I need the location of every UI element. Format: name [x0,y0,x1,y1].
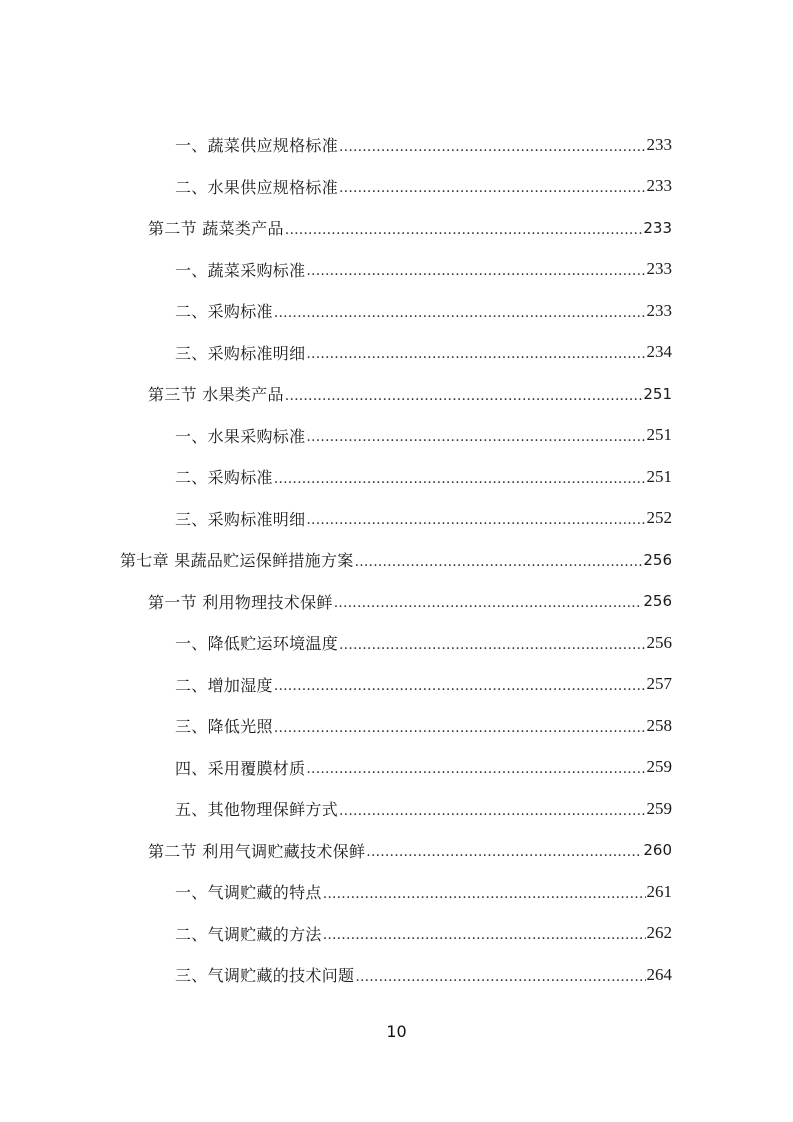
toc-dot-leader [274,305,646,321]
toc-entry-chapter[interactable] [0,539,793,581]
toc-entry-title: 一、降低贮运环境温度 [175,634,339,654]
toc-entry-page: 251 [646,466,672,486]
toc-entry[interactable] [0,456,793,498]
toc-dot-leader [285,388,643,404]
toc-dot-leader [274,720,646,736]
toc-entry[interactable] [0,332,793,374]
toc-dot-leader [274,678,646,694]
toc-dot-leader [306,512,645,528]
toc-dot-leader [366,844,642,860]
toc-entry[interactable] [0,954,793,996]
toc-entry-page: 251 [646,425,672,445]
toc-dot-leader [306,346,645,362]
toc-dot-leader [323,886,646,902]
toc-entry-page: 259 [646,798,672,818]
toc-entry-title: 二、水果供应规格标准 [175,177,339,197]
toc-entry-page: 257 [646,674,672,694]
toc-entry[interactable] [0,124,793,166]
toc-entry[interactable] [0,871,793,913]
toc-entry-title: 三、采购标准明细 [175,343,306,363]
toc-entry-page: 264 [646,964,672,984]
toc-entry-page: 256 [643,550,672,569]
toc-entry-title: 第一节 利用物理技术保鲜 [148,592,333,612]
toc-entry-page: 233 [646,176,672,196]
toc-entry[interactable] [0,622,793,664]
toc-entry-section[interactable] [0,830,793,872]
toc-dot-leader [274,471,646,487]
toc-entry-page: 234 [646,342,672,362]
toc-entry-title: 二、增加湿度 [175,675,273,695]
toc-entry-title: 一、水果采购标准 [175,426,306,446]
toc-entry-page: 256 [643,592,672,611]
toc-entry-page: 258 [646,715,672,735]
toc-entry-page: 251 [643,384,672,403]
toc-entry-page: 256 [646,632,672,652]
toc-dot-leader [285,222,643,238]
toc-entry[interactable] [0,747,793,789]
toc-entry-title: 第三节 水果类产品 [148,385,284,405]
toc-entry[interactable] [0,415,793,457]
toc-entry-page: 262 [646,923,672,943]
toc-entry-title: 五、其他物理保鲜方式 [175,800,339,820]
toc-entry-page: 260 [643,841,672,860]
toc-entry-title: 三、采购标准明细 [175,509,306,529]
toc-entry-title: 三、降低光照 [175,717,273,737]
toc-entry-title: 一、蔬菜供应规格标准 [175,136,339,156]
toc-dot-leader [306,429,645,445]
toc-entry[interactable] [0,705,793,747]
toc-dot-leader [339,180,645,196]
toc-entry-page: 233 [646,259,672,279]
toc-entry-page: 261 [646,881,672,901]
toc-entry[interactable] [0,664,793,706]
toc-dot-leader [355,969,645,985]
page-number: 10 [386,1022,407,1041]
toc-entry[interactable] [0,249,793,291]
toc-dot-leader [355,554,643,570]
toc-entry-title: 二、采购标准 [175,302,273,322]
toc-entry[interactable] [0,290,793,332]
toc-entry-section[interactable] [0,373,793,415]
toc-entry-title: 一、蔬菜采购标准 [175,260,306,280]
toc-entry-page: 233 [643,218,672,237]
toc-entry[interactable] [0,788,793,830]
toc-entry-page: 259 [646,757,672,777]
toc-entry-title: 三、气调贮藏的技术问题 [175,966,355,986]
toc-dot-leader [339,803,645,819]
toc-entry-section[interactable] [0,581,793,623]
toc-entry-page: 252 [646,508,672,528]
toc-entry[interactable] [0,166,793,208]
toc-entry-page: 233 [646,134,672,154]
toc-entry-title: 第二节 利用气调贮藏技术保鲜 [148,841,366,861]
toc-entry-title: 一、气调贮藏的特点 [175,883,322,903]
toc-entry-page: 233 [646,300,672,320]
toc-dot-leader [339,637,645,653]
table-of-contents [0,124,793,996]
toc-dot-leader [339,139,645,155]
toc-dot-leader [334,595,643,611]
toc-entry[interactable] [0,498,793,540]
toc-entry-title: 四、采用覆膜材质 [175,758,306,778]
toc-entry-section[interactable] [0,207,793,249]
toc-entry-title: 二、气调贮藏的方法 [175,924,322,944]
toc-entry-title: 二、采购标准 [175,468,273,488]
toc-dot-leader [323,927,646,943]
toc-entry-title: 第七章 果蔬品贮运保鲜措施方案 [120,551,354,571]
toc-entry-title: 第二节 蔬菜类产品 [148,219,284,239]
toc-dot-leader [306,761,645,777]
toc-entry[interactable] [0,913,793,955]
toc-dot-leader [306,263,645,279]
